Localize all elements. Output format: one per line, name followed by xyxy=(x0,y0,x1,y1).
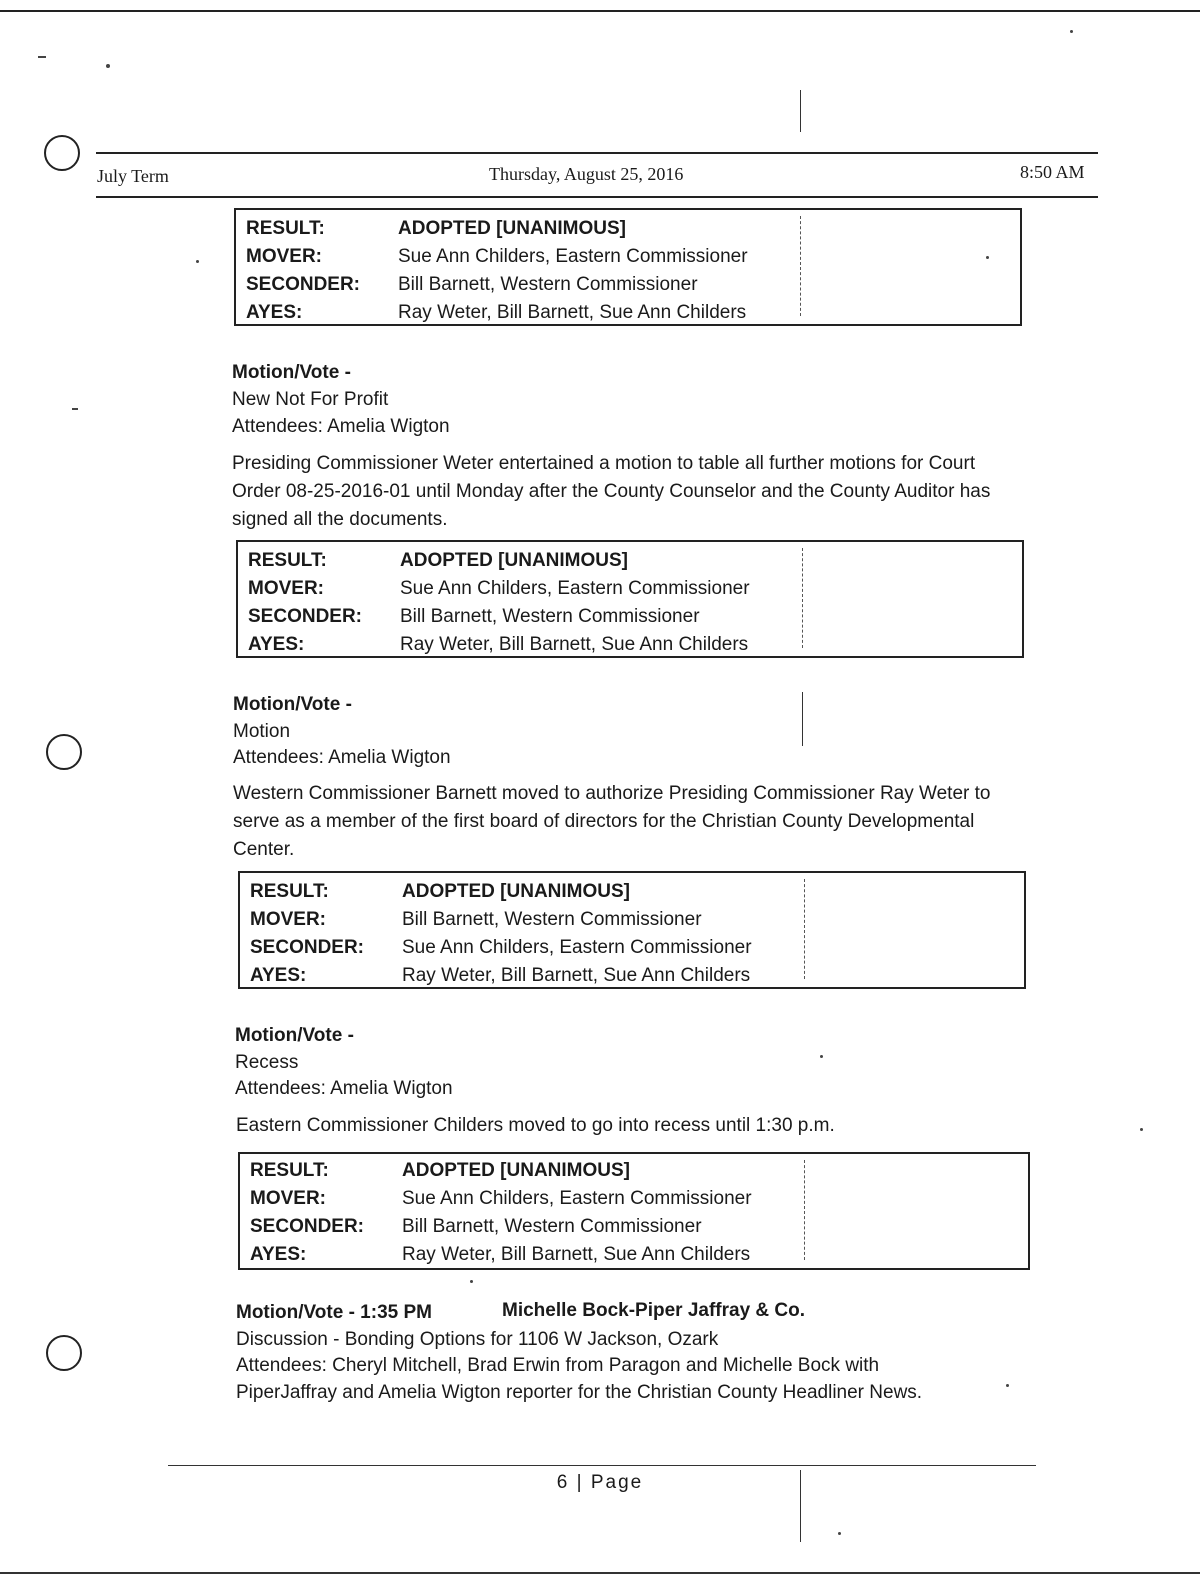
binder-hole-top xyxy=(44,135,80,171)
motion-attendees: Attendees: Cheryl Mitchell, Brad Erwin from Paragon and Michelle Bock with xyxy=(236,1355,880,1376)
vote-ayes-value: Ray Weter, Bill Barnett, Sue Ann Childers xyxy=(398,302,747,323)
vote-result-label: RESULT: xyxy=(250,881,329,902)
vote-ayes-value: Ray Weter, Bill Barnett, Sue Ann Childers xyxy=(402,965,751,986)
vote-mover-value: Sue Ann Childers, Eastern Commissioner xyxy=(400,578,750,599)
scan-speck xyxy=(820,1055,823,1058)
scan-speck xyxy=(1006,1384,1009,1387)
vote-table xyxy=(238,1152,1030,1270)
header-date: Thursday, August 25, 2016 xyxy=(489,164,684,184)
motion-attendees: Attendees: Amelia Wigton xyxy=(233,747,451,768)
vote-ayes-label: AYES: xyxy=(248,634,305,655)
vote-table-divider xyxy=(800,216,801,316)
header-time: 8:50 AM xyxy=(1020,162,1085,182)
vote-result-value: ADOPTED [UNANIMOUS] xyxy=(402,1160,630,1181)
header-rule-top xyxy=(96,152,1098,154)
vote-ayes-value: Ray Weter, Bill Barnett, Sue Ann Childers xyxy=(400,634,749,655)
header-rule-bottom xyxy=(96,196,1098,198)
vote-seconder-label: SECONDER: xyxy=(248,606,363,627)
vote-table xyxy=(234,208,1022,326)
scan-speck xyxy=(1140,1128,1143,1131)
vote-table-divider xyxy=(804,1160,805,1260)
footer-rule xyxy=(168,1465,1036,1466)
vote-table-divider xyxy=(802,548,803,648)
binder-hole-middle xyxy=(46,734,82,770)
vote-seconder-label: SECONDER: xyxy=(246,274,361,295)
vote-seconder-label: SECONDER: xyxy=(250,1216,365,1237)
scan-speck xyxy=(838,1532,841,1535)
scan-speck xyxy=(106,64,110,68)
vote-seconder-value: Sue Ann Childers, Eastern Commissioner xyxy=(402,937,752,958)
scan-speck xyxy=(196,260,199,263)
page-number: 6 | Page xyxy=(556,1472,644,1493)
vote-mover-label: MOVER: xyxy=(248,578,324,599)
vote-mover-value: Sue Ann Childers, Eastern Commissioner xyxy=(398,246,748,267)
scan-speck xyxy=(38,56,46,58)
motion-title: New Not For Profit xyxy=(232,389,389,410)
motion-paragraph: Eastern Commissioner Childers moved to go into recess until 1:30 p.m. xyxy=(236,1115,835,1136)
header-term: July Term xyxy=(97,166,169,186)
motion-paragraph: Western Commissioner Barnett moved to authorize Presiding Commissioner Ray Weter to serve as a member of the first board of directors for the Christian County Developmental Center. xyxy=(233,783,991,860)
motion-attendees-continued: PiperJaffray and Amelia Wigton reporter for the Christian County Headliner News. xyxy=(236,1382,923,1403)
vote-mover-label: MOVER: xyxy=(250,1188,326,1209)
vote-seconder-value: Bill Barnett, Western Commissioner xyxy=(398,274,698,295)
vote-ayes-label: AYES: xyxy=(246,302,303,323)
vote-ayes-label: AYES: xyxy=(250,1244,307,1265)
motion-heading: Motion/Vote - xyxy=(232,362,351,383)
scan-rule xyxy=(802,692,803,746)
binder-hole-bottom xyxy=(46,1335,82,1371)
vote-mover-value: Bill Barnett, Western Commissioner xyxy=(402,909,702,930)
vote-table xyxy=(238,871,1026,989)
motion-heading: Motion/Vote - xyxy=(235,1025,354,1046)
vote-mover-label: MOVER: xyxy=(250,909,326,930)
scan-edge-bottom xyxy=(0,1572,1200,1574)
vote-table-divider xyxy=(804,879,805,979)
vote-mover-label: MOVER: xyxy=(246,246,322,267)
motion-heading: Motion/Vote - 1:35 PM xyxy=(236,1302,432,1323)
vote-result-value: ADOPTED [UNANIMOUS] xyxy=(402,881,630,902)
scan-rule xyxy=(800,90,801,132)
scan-speck xyxy=(470,1280,473,1283)
vote-result-label: RESULT: xyxy=(248,550,327,571)
vote-seconder-value: Bill Barnett, Western Commissioner xyxy=(402,1216,702,1237)
vote-result-value: ADOPTED [UNANIMOUS] xyxy=(400,550,628,571)
motion-paragraph: Presiding Commissioner Weter entertained a motion to table all further motions for Court Order 08-25-2016-01 until Monday after the County Counselor and the County Auditor has signed all the documents. xyxy=(232,453,991,530)
vote-result-label: RESULT: xyxy=(250,1160,329,1181)
motion-presenter: Michelle Bock-Piper Jaffray & Co. xyxy=(502,1300,806,1321)
vote-ayes-value: Ray Weter, Bill Barnett, Sue Ann Childers xyxy=(402,1244,751,1265)
vote-seconder-label: SECONDER: xyxy=(250,937,365,958)
vote-result-label: RESULT: xyxy=(246,218,325,239)
scan-speck xyxy=(72,408,78,410)
motion-heading: Motion/Vote - xyxy=(233,694,352,715)
vote-seconder-value: Bill Barnett, Western Commissioner xyxy=(400,606,700,627)
vote-ayes-label: AYES: xyxy=(250,965,307,986)
motion-attendees: Attendees: Amelia Wigton xyxy=(235,1078,453,1099)
vote-table xyxy=(236,540,1024,658)
motion-discussion: Discussion - Bonding Options for 1106 W Jackson, Ozark xyxy=(236,1329,719,1350)
motion-title: Motion xyxy=(233,721,291,742)
vote-result-value: ADOPTED [UNANIMOUS] xyxy=(398,218,626,239)
motion-attendees: Attendees: Amelia Wigton xyxy=(232,416,450,437)
scan-speck xyxy=(1070,30,1073,33)
vote-mover-value: Sue Ann Childers, Eastern Commissioner xyxy=(402,1188,752,1209)
scan-edge-top xyxy=(0,10,1200,12)
motion-title: Recess xyxy=(235,1052,299,1073)
